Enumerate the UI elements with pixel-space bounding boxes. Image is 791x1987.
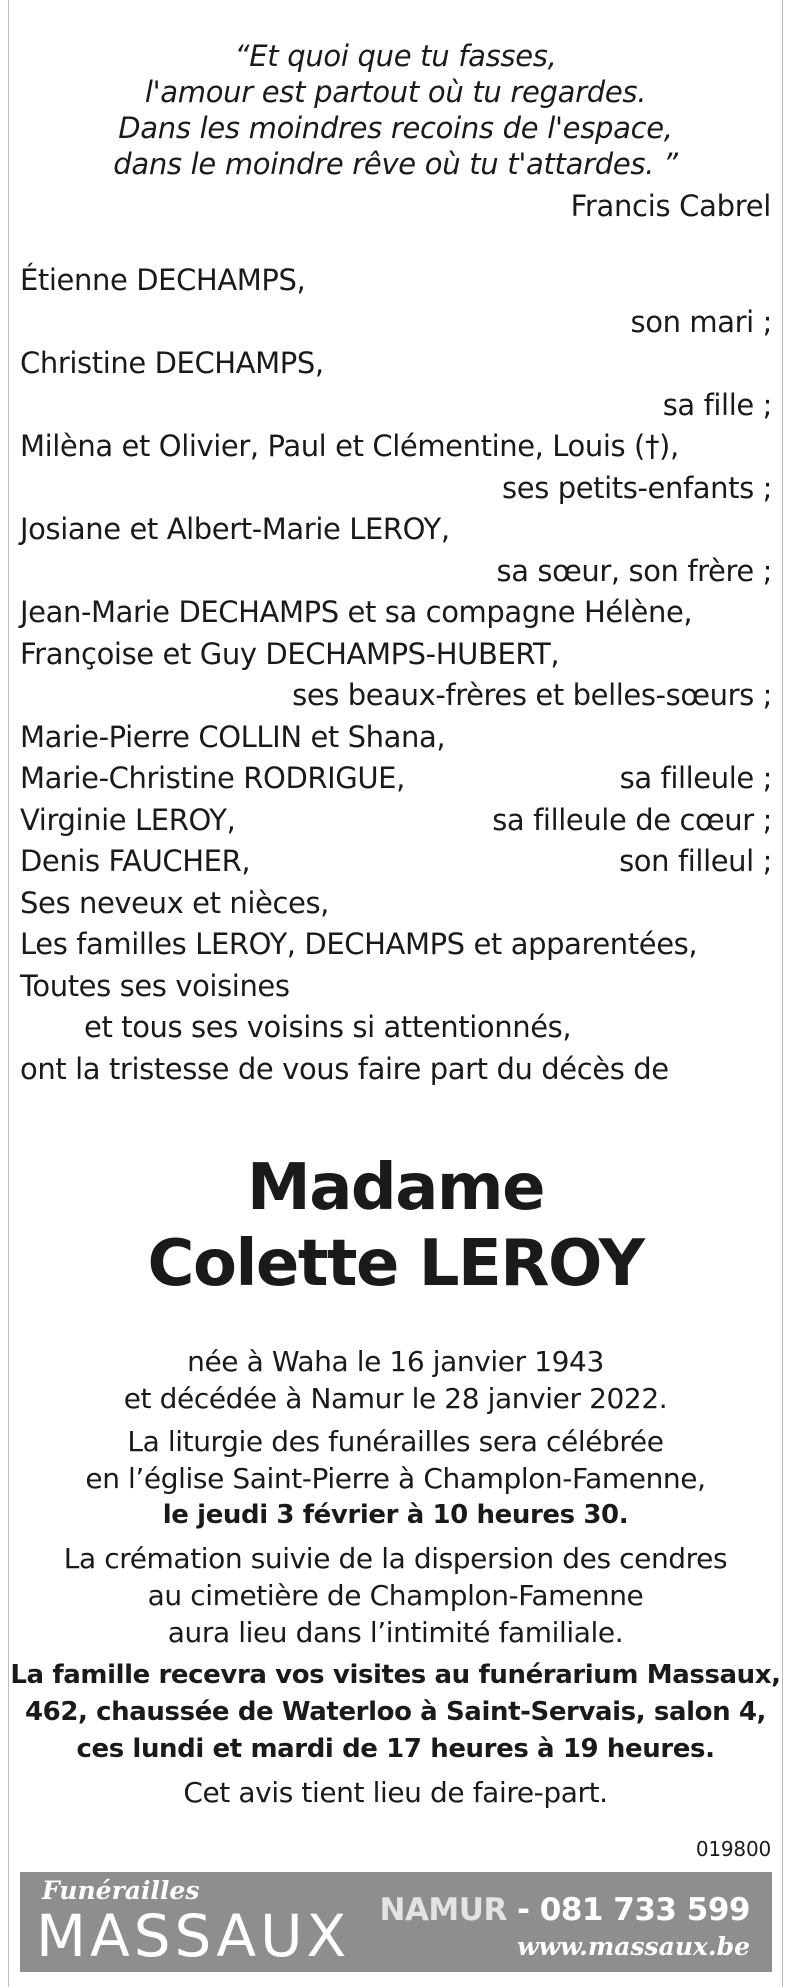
cremation-line: aura lieu dans l’intimité familiale. xyxy=(167,1616,624,1649)
family-name: Denis FAUCHER, xyxy=(20,844,251,878)
family-row xyxy=(20,426,772,468)
visit-line: ces lundi et mardi de 17 heures à 19 heures. xyxy=(76,1734,715,1764)
death-line: et décédée à Namur le 28 janvier 2022. xyxy=(123,1382,668,1415)
family-row xyxy=(20,551,772,593)
cremation-line: La crémation suivie de la dispersion des cendres xyxy=(63,1542,728,1575)
liturgy-line: en l’église Saint-Pierre à Champlon-Famenne, xyxy=(85,1462,706,1495)
family-name: Les familles LEROY, DECHAMPS et apparentées, xyxy=(20,927,698,961)
deceased-fullname: Colette LEROY xyxy=(147,1227,644,1301)
family-name: Françoise et Guy DECHAMPS-HUBERT, xyxy=(20,636,560,671)
family-relation: son filleul ; xyxy=(619,844,772,878)
family-relation: son mari ; xyxy=(630,304,772,339)
banner-phone-number: 081 733 599 xyxy=(539,1892,750,1928)
family-name: Virginie LEROY, xyxy=(20,802,236,837)
epigraph-quote xyxy=(0,38,791,182)
family-row xyxy=(20,302,772,344)
family-row xyxy=(20,800,772,842)
family-name: Milèna et Olivier, Paul et Clémentine, Louis (†), xyxy=(20,429,679,463)
family-row xyxy=(20,717,772,759)
reference-number: 019800 xyxy=(695,1837,771,1861)
visit-line: 462, chaussée de Waterloo à Saint-Servais, salon 4, xyxy=(24,1697,767,1727)
family-name: Marie-Christine RODRIGUE, xyxy=(20,761,405,795)
family-row xyxy=(20,385,772,427)
family-row xyxy=(20,634,772,676)
family-row xyxy=(20,260,772,302)
family-row xyxy=(20,1049,772,1091)
family-row xyxy=(20,675,772,717)
family-relation: sa sœur, son frère ; xyxy=(496,553,772,588)
family-name: Josiane et Albert-Marie LEROY, xyxy=(20,512,450,546)
deceased-title: Madame xyxy=(247,1151,544,1225)
family-row xyxy=(20,966,772,1008)
quote-line: “Et quoi que tu fasses, xyxy=(234,39,557,73)
announcement-line: ont la tristesse de vous faire part du décès de xyxy=(20,1051,669,1086)
banner-funerailles: Funérailles xyxy=(42,1876,200,1905)
quote-line: l'amour est partout où tu regardes. xyxy=(144,75,647,109)
deceased-name xyxy=(0,1150,791,1302)
quote-author: Francis Cabrel xyxy=(570,189,771,223)
family-row xyxy=(20,758,772,800)
family-relation: sa fille ; xyxy=(662,387,772,422)
family-name: Étienne DECHAMPS, xyxy=(20,263,306,297)
banner-city: NAMUR xyxy=(379,1892,507,1928)
liturgy-line: La liturgie des funérailles sera célébrée xyxy=(127,1425,664,1458)
birth-line: née à Waha le 16 janvier 1943 xyxy=(187,1345,604,1378)
family-name: Toutes ses voisines xyxy=(20,968,290,1003)
notice-line: Cet avis tient lieu de faire-part. xyxy=(183,1776,608,1809)
banner-massaux-logo: MASSAUX xyxy=(36,1902,351,1970)
visit-line: La famille recevra vos visites au funérarium Massaux, xyxy=(10,1660,781,1690)
quote-line: dans le moindre rêve où tu t'attardes. ” xyxy=(113,147,678,181)
quote-line: Dans les moindres recoins de l'espace, xyxy=(118,111,673,145)
family-name: Jean-Marie DECHAMPS et sa compagne Hélène, xyxy=(20,595,693,629)
family-name: Marie-Pierre COLLIN et Shana, xyxy=(20,719,446,754)
banner-separator: - xyxy=(506,1892,540,1928)
family-row xyxy=(20,841,772,883)
family-name: Christine DECHAMPS, xyxy=(20,346,324,380)
family-row xyxy=(20,1007,772,1049)
family-row xyxy=(20,924,772,966)
family-row xyxy=(20,468,772,510)
family-relation: ses beaux-frères et belles-sœurs ; xyxy=(292,678,772,712)
funeral-details xyxy=(0,1343,791,1811)
family-name: Ses neveux et nièces, xyxy=(20,885,329,920)
family-relation: sa filleule ; xyxy=(619,761,772,795)
banner-website: www.massaux.be xyxy=(517,1932,750,1961)
family-row xyxy=(20,883,772,925)
family-row xyxy=(20,343,772,385)
family-list xyxy=(20,260,772,1090)
funeral-home-banner xyxy=(20,1872,772,1972)
banner-phone xyxy=(380,1892,751,1928)
family-relation: ses petits-enfants ; xyxy=(502,470,772,505)
family-row xyxy=(20,509,772,551)
liturgy-date: le jeudi 3 février à 10 heures 30. xyxy=(162,1500,629,1530)
family-row xyxy=(20,592,772,634)
family-name: et tous ses voisins si attentionnés, xyxy=(84,1010,572,1044)
family-relation: sa filleule de cœur ; xyxy=(492,802,772,837)
cremation-line: au cimetière de Champlon-Famenne xyxy=(147,1579,644,1612)
